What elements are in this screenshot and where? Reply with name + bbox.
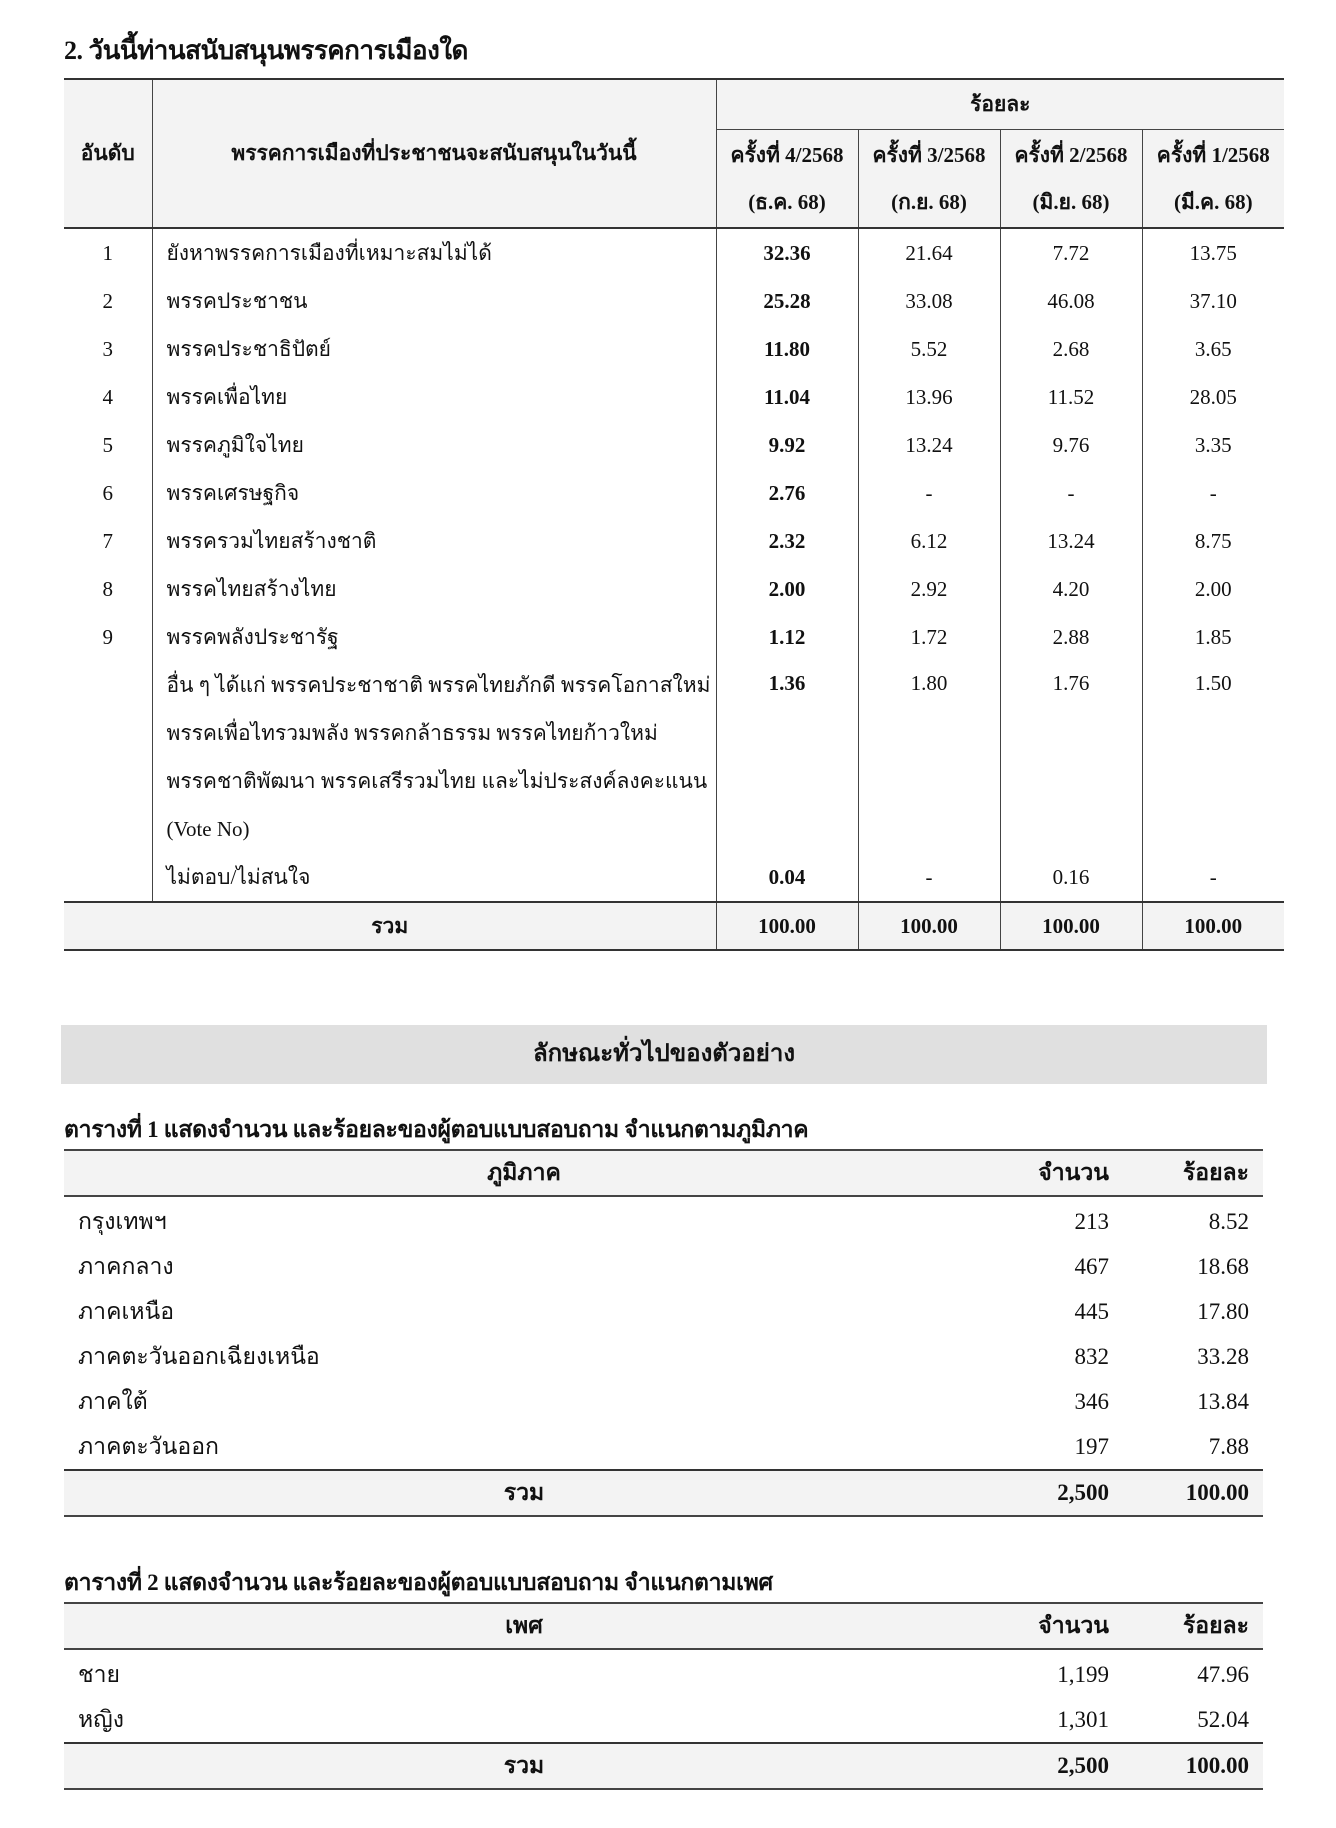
percent-cell: 2.68 — [1000, 325, 1142, 373]
total-value: 100.00 — [716, 902, 858, 950]
header-round-4 — [716, 130, 858, 229]
row-percent: 47.96 — [1197, 1661, 1249, 1687]
table-row — [64, 1334, 1263, 1379]
row-count: 346 — [1074, 1388, 1109, 1414]
percent-cell: 1.80 — [858, 661, 1000, 853]
percent-cell: 1.76 — [1000, 661, 1142, 853]
question-title: 2. วันนี้ท่านสนับสนุนพรรคการเมืองใด — [64, 36, 468, 65]
rank-cell: 2 — [64, 277, 152, 325]
others-line: (Vote No) — [166, 817, 250, 841]
percent-cell: 11.52 — [1000, 373, 1142, 421]
row-count: 445 — [1074, 1298, 1109, 1324]
others-line: พรรคชาติพัฒนา พรรคเสรีรวมไทย และไม่ประสงค์ลงคะแนน — [166, 769, 708, 793]
percent-cell: 0.16 — [1000, 853, 1142, 902]
rank-cell-empty — [64, 853, 152, 902]
row-label: ภาคกลาง — [78, 1253, 174, 1279]
table-row — [64, 1379, 1263, 1424]
rank-cell: 4 — [64, 373, 152, 421]
region-total-label: รวม — [64, 1470, 984, 1516]
no-answer-row — [64, 853, 1284, 902]
region-table — [64, 1149, 1263, 1517]
gender-header-count: จำนวน — [984, 1603, 1109, 1649]
percent-cell: 3.65 — [1194, 336, 1232, 361]
total-value: 100.00 — [858, 902, 1000, 950]
percent-cell: 2.32 — [716, 517, 858, 565]
rank-cell: 8 — [64, 565, 152, 613]
round-period: (มี.ค. 68) — [1173, 189, 1253, 214]
percent-cell: 6.12 — [858, 517, 1000, 565]
percent-cell: 33.08 — [858, 277, 1000, 325]
percent-cell: 1.85 — [1194, 624, 1232, 649]
percent-cell: 2.88 — [1000, 613, 1142, 661]
total-value: 100.00 — [1000, 902, 1142, 950]
party-name: พรรคประชาชน — [152, 277, 716, 325]
table-row — [64, 1289, 1263, 1334]
row-percent: 8.52 — [1208, 1208, 1249, 1234]
round-period: (ก.ย. 68) — [891, 189, 967, 214]
table-row — [64, 1244, 1263, 1289]
percent-cell: 2.00 — [1194, 576, 1232, 601]
percent-cell: 28.05 — [1189, 384, 1237, 409]
percent-cell: 1.12 — [716, 613, 858, 661]
percent-cell: 13.75 — [1189, 240, 1237, 265]
round-period: (ธ.ค. 68) — [748, 189, 826, 214]
rank-cell: 6 — [64, 469, 152, 517]
region-total-percent: 100.00 — [1109, 1470, 1263, 1516]
table-row — [64, 1649, 1263, 1697]
row-label: กรุงเทพฯ — [78, 1208, 167, 1234]
percent-cell: 9.76 — [1000, 421, 1142, 469]
percent-cell: 8.75 — [1194, 528, 1232, 553]
gender-total-label: รวม — [64, 1743, 984, 1789]
gender-table-caption: ตารางที่ 2 แสดงจำนวน และร้อยละของผู้ตอบแบบสอบถาม จำแนกตามเพศ — [64, 1570, 773, 1595]
percent-cell: 9.92 — [716, 421, 858, 469]
gender-total-percent: 100.00 — [1109, 1743, 1263, 1789]
percent-cell: 13.24 — [1000, 517, 1142, 565]
rank-cell: 3 — [64, 325, 152, 373]
row-percent: 17.80 — [1197, 1298, 1249, 1324]
percent-cell: 2.00 — [716, 565, 858, 613]
total-value: 100.00 — [1142, 902, 1284, 950]
percent-cell: 3.35 — [1194, 432, 1232, 457]
gender-header-percent: ร้อยละ — [1109, 1603, 1263, 1649]
header-round-1 — [1142, 130, 1284, 229]
region-table-caption: ตารางที่ 1 แสดงจำนวน และร้อยละของผู้ตอบแบบสอบถาม จำแนกตามภูมิภาค — [64, 1117, 809, 1142]
party-row — [64, 469, 1284, 517]
party-name: พรรคประชาธิปัตย์ — [152, 325, 716, 373]
percent-cell: 13.96 — [858, 373, 1000, 421]
row-label: ภาคตะวันออกเฉียงเหนือ — [78, 1343, 320, 1369]
percent-cell: 21.64 — [858, 228, 1000, 277]
others-party-list — [152, 661, 716, 853]
party-name: พรรคเพื่อไทย — [152, 373, 716, 421]
party-name: ไม่ตอบ/ไม่สนใจ — [152, 853, 716, 902]
header-percent: ร้อยละ — [716, 79, 1284, 130]
header-round-2 — [1000, 130, 1142, 229]
header-party: พรรคการเมืองที่ประชาชนจะสนับสนุนในวันนี้ — [152, 79, 716, 228]
party-name: พรรครวมไทยสร้างชาติ — [152, 517, 716, 565]
row-count: 213 — [1074, 1208, 1109, 1234]
party-row — [64, 373, 1284, 421]
percent-cell: 37.10 — [1189, 288, 1237, 313]
percent-cell: 5.52 — [858, 325, 1000, 373]
percent-cell: 11.80 — [716, 325, 858, 373]
party-name: ยังหาพรรคการเมืองที่เหมาะสมไม่ได้ — [152, 228, 716, 277]
percent-cell: 1.72 — [858, 613, 1000, 661]
row-label: ชาย — [78, 1661, 121, 1687]
percent-cell: 4.20 — [1000, 565, 1142, 613]
percent-cell: 2.76 — [716, 469, 858, 517]
row-percent: 7.88 — [1208, 1433, 1249, 1459]
round-label: ครั้งที่ 2/2568 — [1014, 142, 1128, 167]
party-row — [64, 421, 1284, 469]
others-line: อื่น ๆ ได้แก่ พรรคประชาชาติ พรรคไทยภักดี พรรคโอกาสใหม่ — [166, 673, 711, 697]
percent-cell: 11.04 — [716, 373, 858, 421]
gender-header-label: เพศ — [64, 1603, 984, 1649]
percent-cell: 13.24 — [858, 421, 1000, 469]
party-name: พรรคเศรษฐกิจ — [152, 469, 716, 517]
row-label: ภาคใต้ — [78, 1388, 148, 1414]
gender-table — [64, 1602, 1263, 1790]
row-label: หญิง — [78, 1706, 124, 1732]
percent-cell: - — [858, 469, 1000, 517]
party-row — [64, 228, 1284, 277]
rank-cell: 9 — [64, 613, 152, 661]
row-count: 467 — [1074, 1253, 1109, 1279]
table-row — [64, 1424, 1263, 1470]
region-header-count: จำนวน — [984, 1150, 1109, 1196]
row-percent: 52.04 — [1197, 1706, 1249, 1732]
row-label: ภาคตะวันออก — [78, 1433, 219, 1459]
percent-cell: 32.36 — [716, 228, 858, 277]
round-label: ครั้งที่ 3/2568 — [872, 142, 986, 167]
rank-cell-empty — [64, 661, 152, 853]
total-row — [64, 902, 1284, 950]
row-percent: 18.68 — [1197, 1253, 1249, 1279]
region-header-label: ภูมิภาค — [64, 1150, 984, 1196]
gender-total-count: 2,500 — [984, 1743, 1109, 1789]
table-row — [64, 1697, 1263, 1743]
percent-cell: - — [858, 853, 1000, 902]
region-total-count: 2,500 — [984, 1470, 1109, 1516]
percent-cell: 46.08 — [1000, 277, 1142, 325]
round-period: (มิ.ย. 68) — [1032, 189, 1110, 214]
rank-cell: 1 — [64, 228, 152, 277]
percent-cell: - — [1000, 469, 1142, 517]
row-count: 1,199 — [1057, 1661, 1109, 1687]
party-row — [64, 517, 1284, 565]
row-count: 1,301 — [1057, 1706, 1109, 1732]
others-line: พรรคเพื่อไทรวมพลัง พรรคกล้าธรรม พรรคไทยก้าวใหม่ — [166, 721, 658, 745]
party-name: พรรคไทยสร้างไทย — [152, 565, 716, 613]
row-percent: 33.28 — [1197, 1343, 1249, 1369]
percent-cell: 1.50 — [1194, 671, 1232, 695]
header-round-3 — [858, 130, 1000, 229]
total-label: รวม — [64, 902, 716, 950]
percent-cell: - — [1209, 864, 1217, 889]
percent-cell: 2.92 — [858, 565, 1000, 613]
percent-cell: 1.36 — [716, 661, 858, 853]
party-name: พรรคพลังประชารัฐ — [152, 613, 716, 661]
percent-cell: 25.28 — [716, 277, 858, 325]
percent-cell: - — [1209, 480, 1217, 505]
others-row — [64, 661, 1284, 853]
party-row — [64, 565, 1284, 613]
percent-cell: 7.72 — [1000, 228, 1142, 277]
rank-cell: 5 — [64, 421, 152, 469]
round-label: ครั้งที่ 4/2568 — [730, 142, 844, 167]
party-row — [64, 277, 1284, 325]
header-rank: อันดับ — [64, 79, 152, 228]
row-count: 197 — [1074, 1433, 1109, 1459]
party-row — [64, 613, 1284, 661]
party-name: พรรคภูมิใจไทย — [152, 421, 716, 469]
row-label: ภาคเหนือ — [78, 1298, 175, 1324]
region-header-percent: ร้อยละ — [1109, 1150, 1263, 1196]
table-row — [64, 1196, 1263, 1244]
row-count: 832 — [1074, 1343, 1109, 1369]
region-total-row — [64, 1470, 1263, 1516]
gender-total-row — [64, 1743, 1263, 1789]
percent-cell: 0.04 — [716, 853, 858, 902]
round-label: ครั้งที่ 1/2568 — [1156, 142, 1270, 167]
rank-cell: 7 — [64, 517, 152, 565]
row-percent: 13.84 — [1197, 1388, 1249, 1414]
party-row — [64, 325, 1284, 373]
sample-section-title: ลักษณะทั่วไปของตัวอย่าง — [61, 1025, 1267, 1084]
party-support-table — [64, 78, 1284, 951]
